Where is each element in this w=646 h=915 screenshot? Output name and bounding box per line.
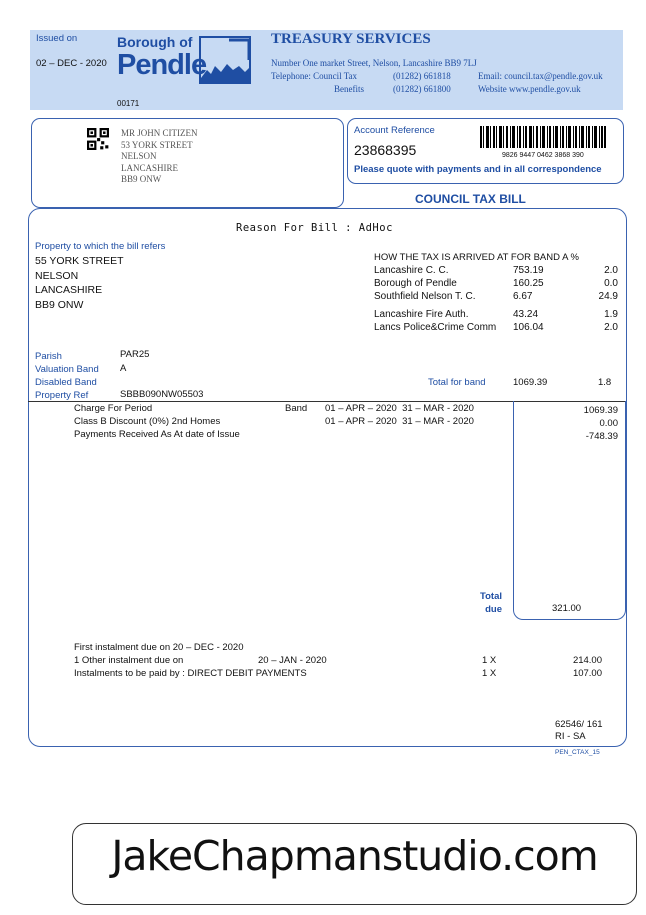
tax-row-amount: 106.04 [513, 322, 544, 333]
tax-row-pct: 0.0 [604, 278, 618, 289]
tax-row [374, 291, 618, 309]
property-line3: LANCASHIRE [35, 284, 103, 296]
watermark-text: JakeChapmanstudio.com [111, 832, 598, 880]
tax-row-amount: 43.24 [513, 309, 539, 320]
tax-row [374, 265, 618, 278]
propref-label: Property Ref [35, 390, 89, 401]
tax-row-pct: 2.0 [604, 322, 618, 333]
addressee-name: MR JOHN CITIZEN [121, 128, 198, 138]
tax-row-name: Borough of Pendle [374, 278, 457, 289]
tax-row-name: Lancs Police&Crime Comm [374, 322, 497, 333]
parish-label: Parish [35, 351, 62, 362]
tax-row-amount: 6.67 [513, 291, 533, 302]
footer-ref-2: RI - SA [555, 731, 586, 742]
benefits-label: Benefits [334, 84, 364, 94]
logo-top-text: Borough of [117, 34, 193, 50]
tax-row-name: Lancashire C. C. [374, 265, 449, 276]
addressee-line2: NELSON [121, 151, 157, 161]
propref-value: SBBB090NW05503 [120, 389, 204, 400]
account-number: 23868395 [354, 142, 417, 158]
charge-amount: 0.00 [599, 418, 618, 429]
charge-amount: -748.39 [585, 431, 618, 442]
reason-for-bill: Reason For Bill : AdHoc [236, 222, 393, 234]
addressee-line4: BB9 ONW [121, 174, 162, 184]
website-link[interactable]: Website www.pendle.gov.uk [478, 84, 581, 94]
addressee-line3: LANCASHIRE [121, 162, 179, 173]
tax-row [374, 309, 618, 322]
email-link[interactable]: Email: council.tax@pendle.gov.uk [478, 71, 603, 81]
charge-extra: Band [285, 403, 308, 414]
total-due-value: 321.00 [552, 603, 582, 614]
paid-amount: 107.00 [572, 668, 602, 679]
valuation-value: A [120, 363, 127, 374]
barcode-icon [480, 126, 606, 148]
property-line4: BB9 ONW [35, 298, 84, 311]
tel-council-tax: (01282) 661818 [393, 71, 451, 81]
payment-method: Instalments to be paid by : DIRECT DEBIT PAYMENTS [74, 668, 307, 679]
footer-ref-1: 62546/ 161 [555, 719, 603, 730]
logo-skyline-icon [199, 36, 251, 84]
bill-title: COUNCIL TAX BILL [415, 192, 526, 206]
tax-row-name: Southfield Nelson T. C. [374, 291, 476, 302]
tax-row-amount: 160.25 [513, 278, 544, 289]
other-instalment-amount: 214.00 [572, 655, 602, 666]
tax-row [374, 278, 618, 291]
charge-amount: 1069.39 [583, 405, 618, 416]
pendle-logo [117, 33, 252, 87]
quote-text: Please quote with payments and in all correspondence [354, 164, 602, 175]
charge-period: 01 – APR – 2020 31 – MAR - 2020 [325, 416, 474, 427]
first-instalment: First instalment due on 20 – DEC - 2020 [74, 642, 244, 653]
other-instalment-label: 1 Other instalment due on [74, 655, 184, 666]
total-band-label: Total for band [428, 377, 486, 388]
tel-benefits: (01282) 661800 [393, 84, 451, 94]
header-code: 00171 [117, 99, 140, 108]
tax-row-pct: 24.9 [598, 291, 618, 302]
tel-label: Telephone: Council Tax [271, 71, 358, 81]
total-due-label [477, 590, 502, 616]
total-due-label-1: Total [480, 591, 502, 602]
issued-label: Issued on [36, 33, 78, 44]
charge-desc: Class B Discount (0%) 2nd Homes [74, 416, 221, 427]
qr-code-icon [87, 128, 109, 155]
barcode-number: 9826 9447 0462 3868 390 [502, 152, 584, 159]
tax-row-name: Lancashire Fire Auth. [374, 309, 469, 320]
treasury-title: TREASURY SERVICES [271, 31, 431, 47]
form-code: PEN_CTAX_15 [555, 749, 600, 756]
valuation-label: Valuation Band [35, 364, 99, 375]
paid-qty: 1 X [482, 668, 497, 679]
tax-heading: HOW THE TAX IS ARRIVED AT FOR BAND A % [374, 252, 580, 263]
tax-row [374, 322, 618, 335]
tax-row-amount: 753.19 [513, 265, 544, 276]
tax-row-pct: 2.0 [604, 265, 618, 276]
treasury-address: Number One market Street, Nelson, Lancashire BB9 7LJ [271, 58, 477, 68]
property-line1: 55 YORK STREET [35, 255, 124, 267]
property-line2: NELSON [35, 269, 79, 282]
issued-date: 02 – DEC - 2020 [36, 58, 107, 69]
other-instalment-date: 20 – JAN - 2020 [258, 655, 327, 666]
tax-table [374, 265, 618, 335]
total-due-label-2: due [485, 604, 502, 615]
charge-period: 01 – APR – 2020 31 – MAR - 2020 [325, 403, 474, 414]
property-address [35, 254, 124, 312]
account-label: Account Reference [354, 125, 435, 136]
other-instalment-qty: 1 X [482, 655, 497, 666]
disabled-label: Disabled Band [35, 377, 97, 388]
tax-row-pct: 1.9 [604, 309, 618, 320]
charge-desc: Payments Received As At date of Issue [74, 429, 240, 440]
charge-desc: Charge For Period [74, 403, 153, 414]
property-label: Property to which the bill refers [35, 241, 166, 252]
parish-value: PAR25 [120, 349, 150, 360]
logo-main-text: Pendle [117, 49, 207, 81]
addressee-block [121, 128, 198, 186]
addressee-line1: 53 YORK STREET [121, 139, 193, 150]
total-band-amount: 1069.39 [513, 377, 548, 388]
total-band-pct: 1.8 [598, 377, 612, 388]
